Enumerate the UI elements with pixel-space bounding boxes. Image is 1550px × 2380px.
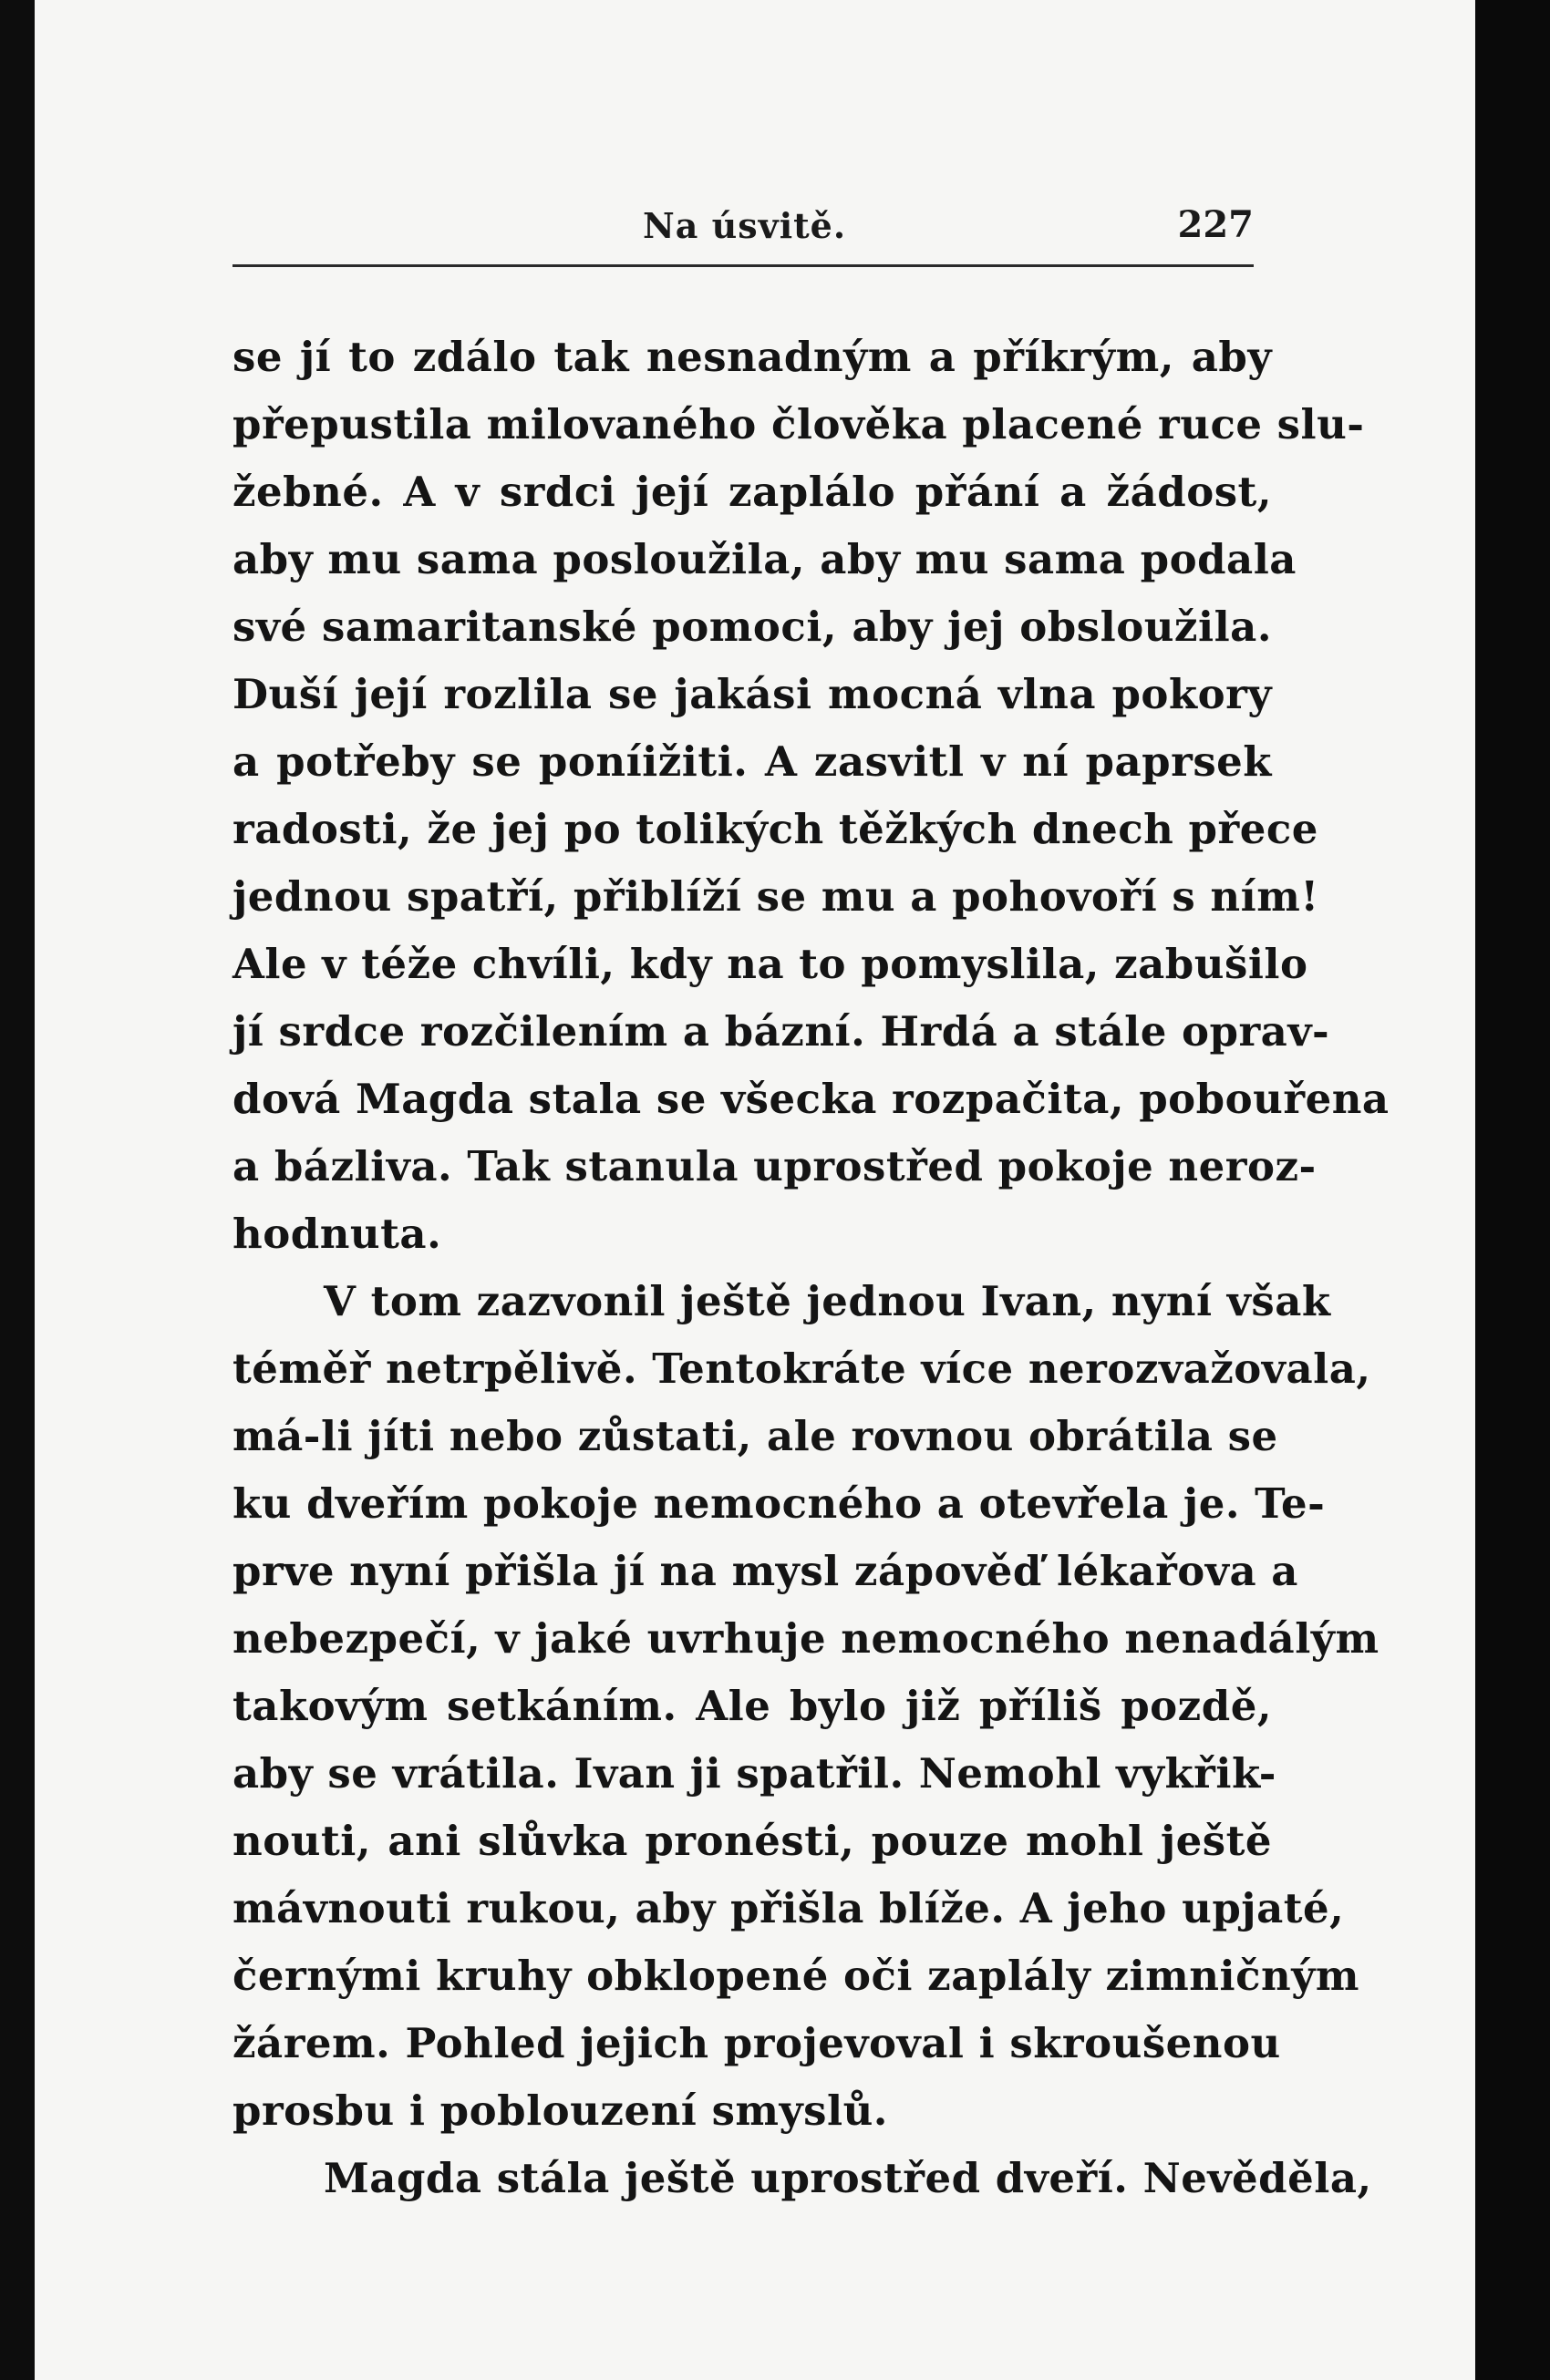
text-line: prosbu i poblouzení smyslů. bbox=[232, 2086, 888, 2135]
text-line: ku dveřím pokoje nemocného a otevřela je. Te- bbox=[232, 1479, 1326, 1528]
text-line: téměř netrpělivě. Tentokráte více nerozvažovala, bbox=[232, 1345, 1371, 1393]
text-line: aby se vrátila. Ivan ji spatřil. Nemohl vykřik- bbox=[232, 1749, 1276, 1798]
text-line: žárem. Pohled jejich projevoval i skroušenou bbox=[232, 2019, 1281, 2067]
text-line: Duší její rozlila se jakási mocná vlna pokory bbox=[232, 670, 1272, 718]
page-number: 227 bbox=[1177, 203, 1254, 246]
text-line: Ale v téže chvíli, kdy na to pomyslila, zabušilo bbox=[232, 940, 1308, 988]
text-line: V tom zazvonil ještě jednou Ivan, nyní však bbox=[324, 1277, 1331, 1325]
text-line: přepustila milovaného člověka placené ruce slu- bbox=[232, 400, 1365, 448]
text-line: nebezpečí, v jaké uvrhuje nemocného nenadálým bbox=[232, 1614, 1380, 1663]
text-line: má-li jíti nebo zůstati, ale rovnou obrátila se bbox=[232, 1412, 1278, 1460]
text-line: černými kruhy obklopené oči zaplály zimničným bbox=[232, 1952, 1359, 2000]
page-edge-shadow bbox=[1475, 0, 1550, 2380]
text-line: a bázliva. Tak stanula uprostřed pokoje neroz- bbox=[232, 1142, 1317, 1190]
book-binding-shadow bbox=[0, 0, 35, 2380]
text-line: takovým setkáním. Ale bylo již příliš pozdě, bbox=[232, 1682, 1272, 1730]
page-header bbox=[232, 196, 1254, 251]
text-line: se jí to zdálo tak nesnadným a příkrým, aby bbox=[232, 333, 1272, 381]
text-line: nouti, ani slůvka pronésti, pouze mohl ještě bbox=[232, 1817, 1272, 1865]
text-line: dová Magda stala se všecka rozpačita, pobouřena bbox=[232, 1075, 1390, 1123]
text-line: Magda stála ještě uprostřed dveří. Nevěděla, bbox=[324, 2154, 1372, 2202]
text-line: mávnouti rukou, aby přišla blíže. A jeho upjaté, bbox=[232, 1884, 1345, 1932]
text-line: jednou spatří, přiblíží se mu a pohovoří s ním! bbox=[232, 872, 1319, 921]
body-text bbox=[232, 324, 1390, 2212]
text-line: hodnuta. bbox=[232, 1210, 442, 1258]
running-title: Na úsvitě. bbox=[643, 205, 847, 246]
text-line: prve nyní přišla jí na mysl zápověď lékařova a bbox=[232, 1547, 1298, 1595]
text-line: aby mu sama posloužila, aby mu sama podala bbox=[232, 535, 1297, 583]
text-line: své samaritanské pomoci, aby jej obsloužila. bbox=[232, 603, 1272, 651]
text-line: radosti, že jej po tolikých těžkých dnech přece bbox=[232, 805, 1318, 853]
text-line: a potřeby se poníižiti. A zasvitl v ní paprsek bbox=[232, 737, 1272, 786]
text-line: jí srdce rozčilením a bázní. Hrdá a stále oprav- bbox=[232, 1007, 1330, 1056]
header-rule bbox=[232, 264, 1254, 267]
text-line: žebné. A v srdci její zaplálo přání a žádost, bbox=[232, 468, 1272, 516]
